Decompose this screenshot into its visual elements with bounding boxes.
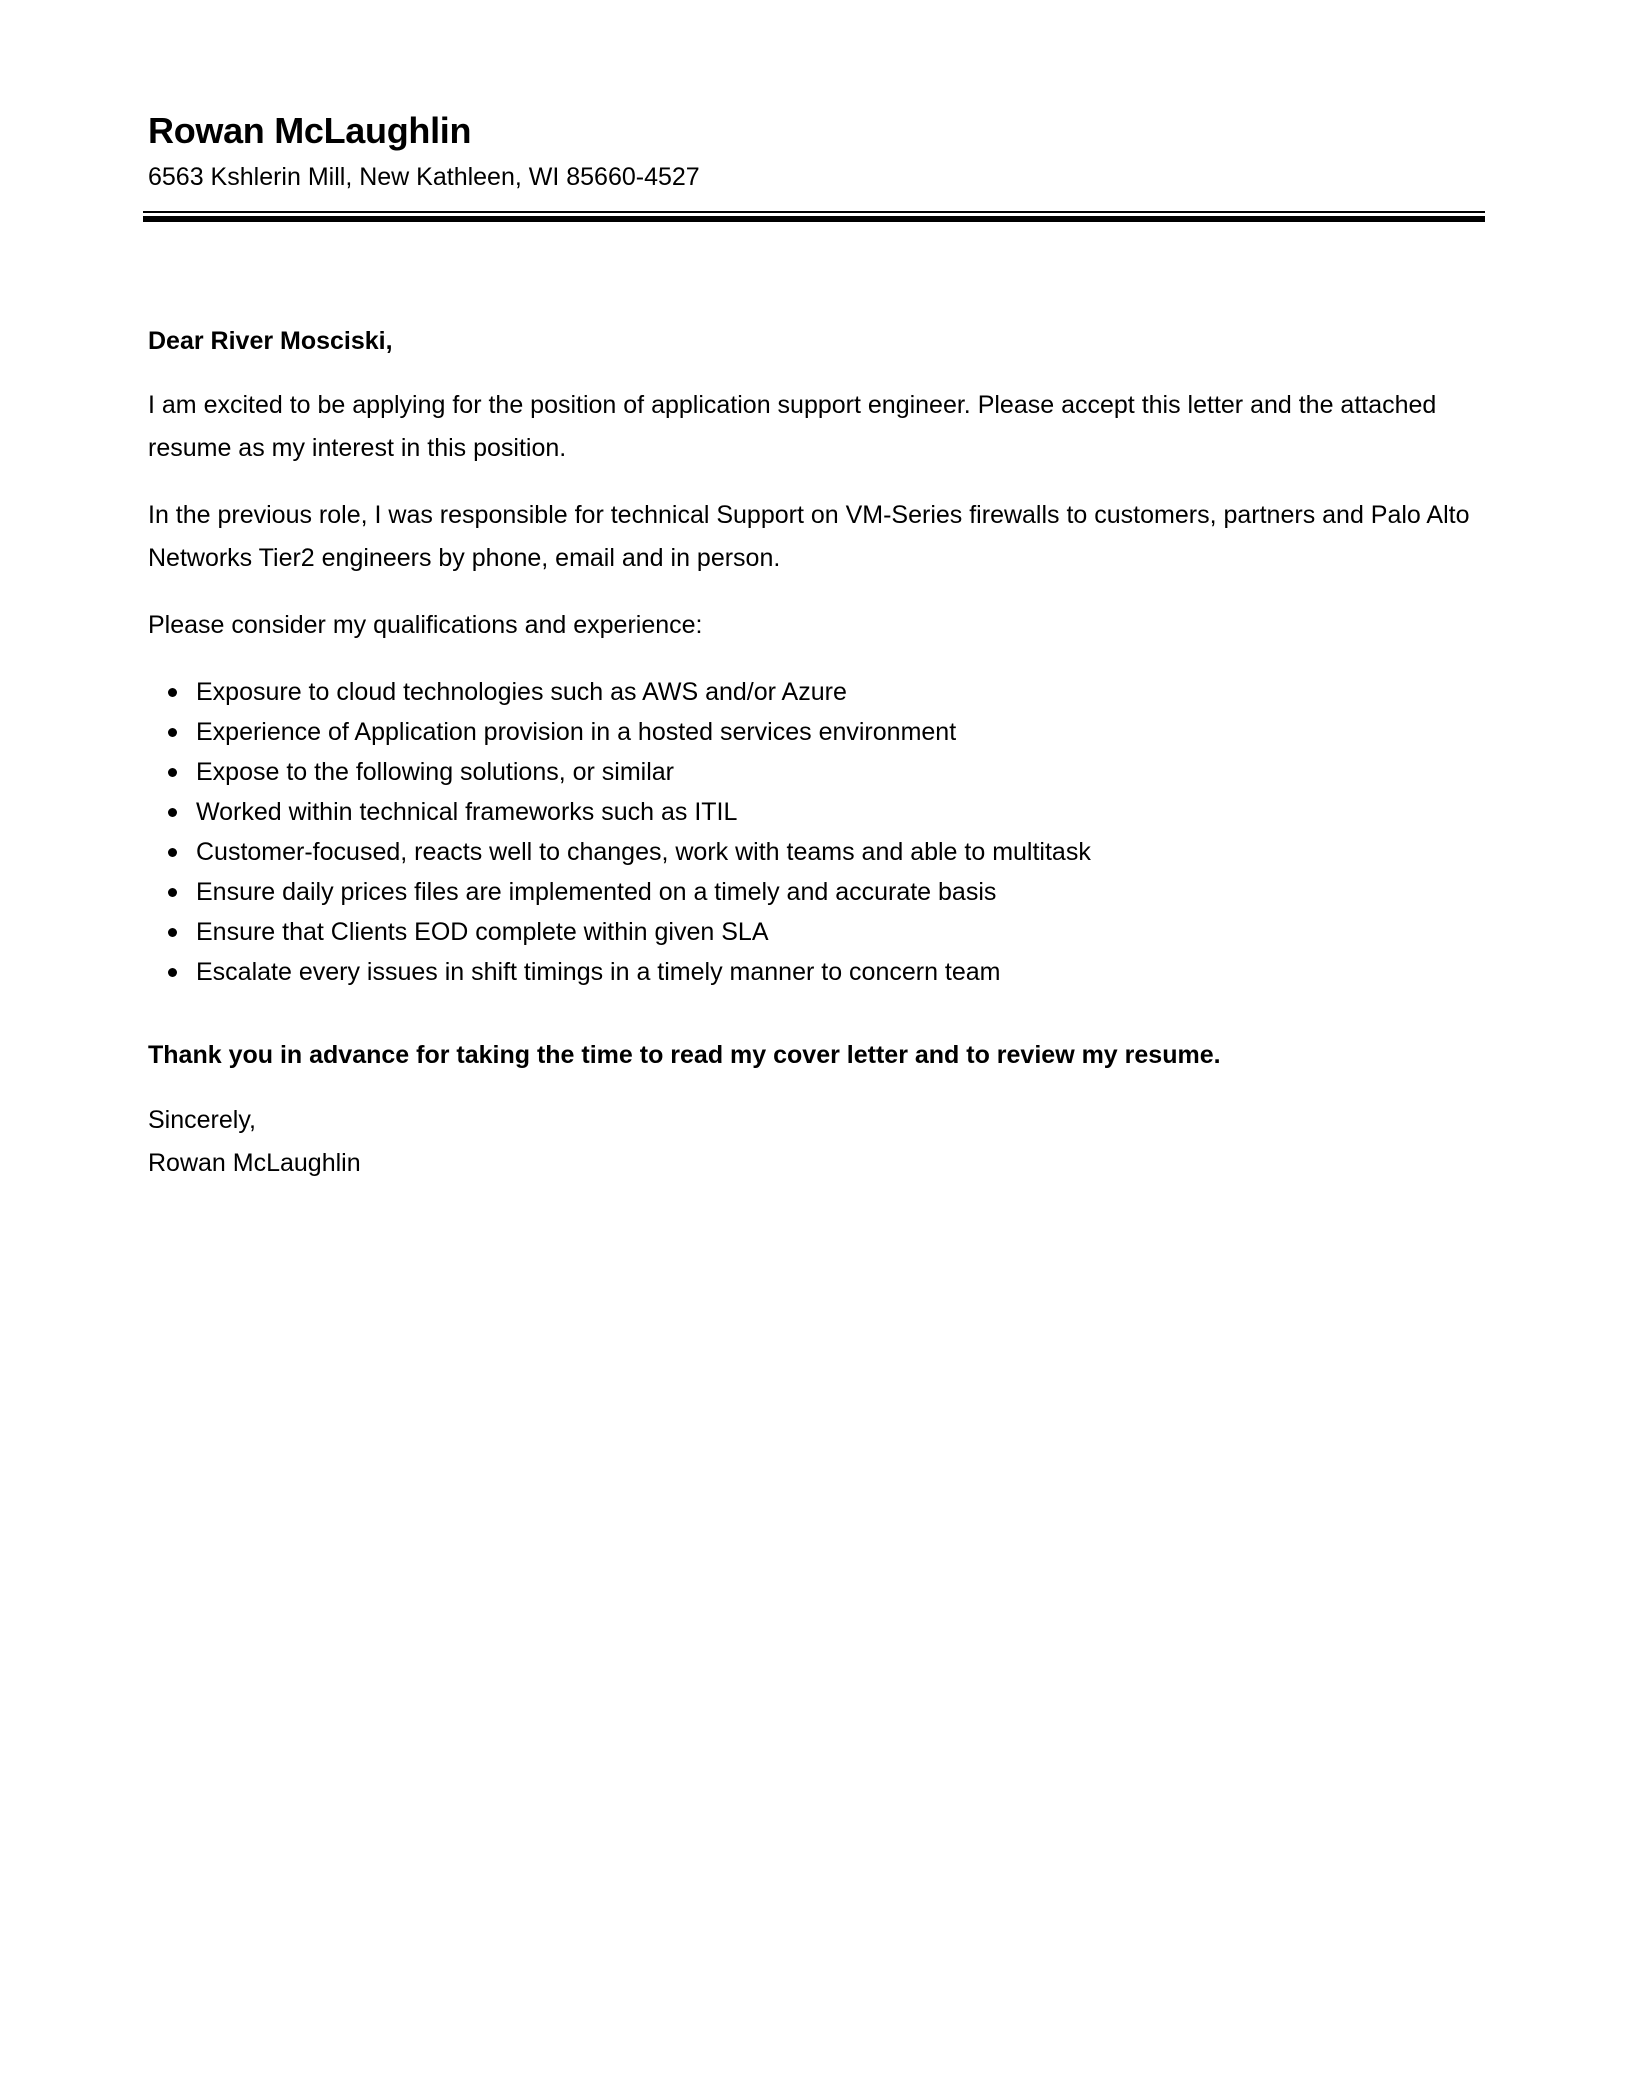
salutation: Dear River Mosciski, xyxy=(148,327,393,355)
list-item-text: Experience of Application provision in a hosted services environment xyxy=(196,718,957,746)
header-divider-thin xyxy=(143,211,1485,213)
closing-block xyxy=(148,1099,1488,1185)
bullet-icon xyxy=(168,848,177,857)
bullet-icon xyxy=(168,728,177,737)
applicant-address: 6563 Kshlerin Mill, New Kathleen, WI 85660-4527 xyxy=(148,163,700,191)
list-item xyxy=(196,752,1496,792)
list-item-text: Worked within technical frameworks such as ITIL xyxy=(196,798,738,826)
list-item xyxy=(196,672,1496,712)
signature: Rowan McLaughlin xyxy=(148,1149,361,1177)
paragraph-experience: In the previous role, I was responsible for technical Support on VM-Series firewalls to customers, partners and Palo Alto Networks Tier2 engineers by phone, email and in person. xyxy=(148,501,1470,572)
bullet-icon xyxy=(168,768,177,777)
applicant-name: Rowan McLaughlin xyxy=(148,110,472,151)
list-item-text: Expose to the following solutions, or similar xyxy=(196,758,675,786)
closing: Sincerely, xyxy=(148,1106,256,1134)
paragraph-intro: I am excited to be applying for the position of application support engineer. Please accept this letter and the attached resume as my interest in this position. xyxy=(148,391,1437,462)
list-item xyxy=(196,872,1496,912)
list-item xyxy=(196,912,1496,952)
bullet-icon xyxy=(168,808,177,817)
list-item xyxy=(196,832,1496,872)
qualifications-list xyxy=(148,672,1496,992)
bullet-icon xyxy=(168,688,177,697)
list-item-text: Ensure that Clients EOD complete within given SLA xyxy=(196,918,769,946)
bullet-icon xyxy=(168,888,177,897)
header-divider-thick xyxy=(143,216,1485,222)
thanks-statement: Thank you in advance for taking the time to read my cover letter and to review my resume. xyxy=(148,1041,1221,1069)
bullet-icon xyxy=(168,968,177,977)
bullet-icon xyxy=(168,928,177,937)
list-item-text: Ensure daily prices files are implemented on a timely and accurate basis xyxy=(196,878,997,906)
list-item xyxy=(196,712,1496,752)
list-item xyxy=(196,952,1496,992)
paragraph-qualifications-lead: Please consider my qualifications and experience: xyxy=(148,611,703,639)
list-item xyxy=(196,792,1496,832)
list-item-text: Customer-focused, reacts well to changes, work with teams and able to multitask xyxy=(196,838,1091,866)
list-item-text: Exposure to cloud technologies such as AWS and/or Azure xyxy=(196,678,847,706)
list-item-text: Escalate every issues in shift timings in a timely manner to concern team xyxy=(196,958,1001,986)
